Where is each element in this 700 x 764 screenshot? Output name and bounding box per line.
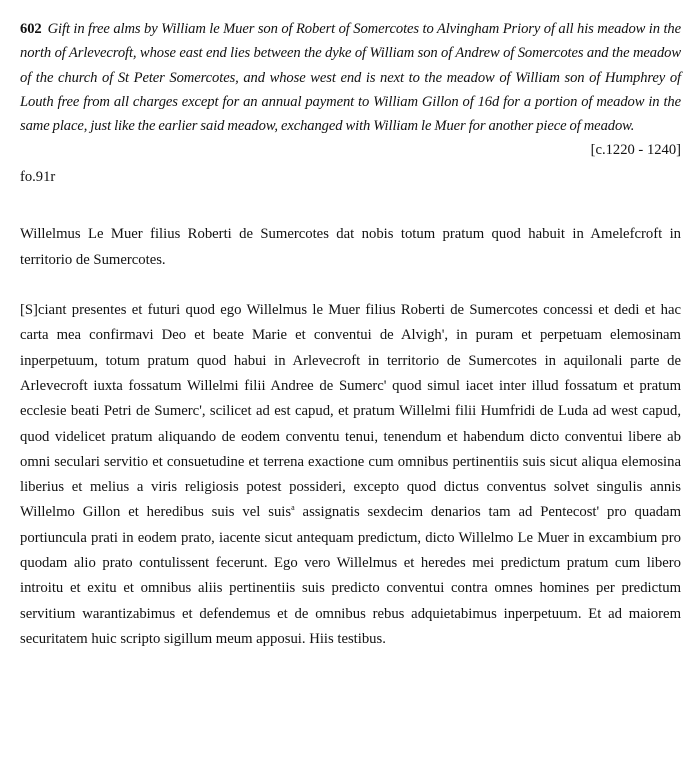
charter-text-part-1: [S]ciant presentes et futuri quod ego Willelmus le Muer filius Roberti de Sumercotes concessi et dedi et hac carta mea confirmavi Deo et beate Marie et conventui de Alvigh', in puram et perpetuam elemosinam inperpetuum, totum pratum quod habui in Arlevecroft in territorio de Sumercotes in aquilonali parte de Arlevecroft iuxta fossatum Willelmi filii Andree de Sumerc' quod simul iacet inter illud fossatum et pratum ecclesie beati Petri de Sumerc', scilicet ad est capud, et pratum Willelmi filii Humfridi de Luda ad west capud, quod videlicet pratum aliquando de eodem conventu tenui, tenendum et habendum dicto conventui libere ab omni seculari servitio et consuetudine et terrena exactione cum omnibus pertinentiis suis sicut aliqua elemosina liberius et melius a viris religiosis potest possideri, excepto quod dictus conventus solvet singulis annis Willelmo Gillon et heredibus suis vel suis (20, 302, 681, 521)
entry-summary (20, 17, 681, 138)
charter-text-part-2: assignatis sexdecim denarios tam ad Pentecost' pro quadam portiuncula prati in eodem prato, iacente sicut antequam predictum, dicto Willelmo Le Muer in excambium pro quodam alio prato contulissent fecerunt. Ego vero Willelmus et heredes mei predictum pratum cum libero introitu et exitu et omnibus aliis pertinentiis suis predicto conventui contra omnes homines per predictum servitium warantizabimus et defendemus et de omnibus rebus adquietabimus inperpetuum. Et ad maiorem securitatem huic scripto sigillum meum apposui. Hiis testibus. (20, 504, 682, 647)
charter-paragraph (20, 298, 681, 652)
folio-reference: fo.91r (20, 169, 56, 186)
entry-number: 602 (20, 21, 42, 37)
entry-summary-text: Gift in free alms by William le Muer son of Robert of Somercotes to Alvingham Priory of all his meadow in the north of Arlevecroft, whose east end lies between the dyke of William son of Andrew of Somercotes and the meadow of the church of St Peter Somercotes, and whose west end is next to the meadow of William son of Humphrey of Louth free from all charges except for an annual payment to William Gillon of 16d for a portion of meadow in the same place, just like the earlier said meadow, exchanged with William le Muer for another piece of meadow. (20, 21, 681, 135)
rubric-paragraph: Willelmus Le Muer filius Roberti de Sumercotes dat nobis totum pratum quod habuit in Amelefcroft in territorio de Sumercotes. (20, 226, 681, 268)
entry-date: [c.1220 - 1240] (590, 142, 681, 159)
footnote-marker: a (291, 503, 295, 513)
document-page (20, 17, 681, 652)
